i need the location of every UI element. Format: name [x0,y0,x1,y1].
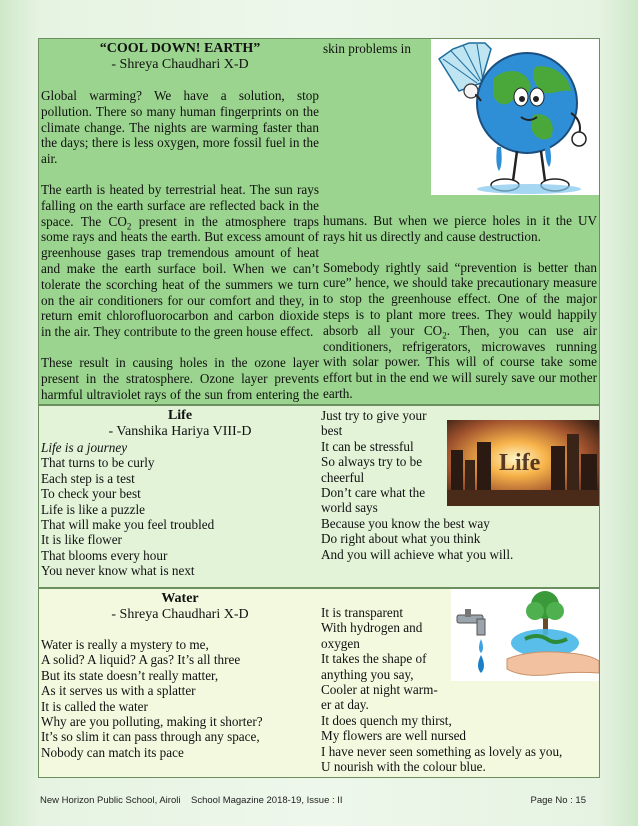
poem-line: Just try to give your [321,408,427,423]
poem-lines [41,440,319,579]
article-paragraph: The earth is heated by terrestrial heat. The sun rays falling on the earth surface are reflected back in the space. The $CO_2$ present in the atmosphere traps some rays and heats the earth. But excess amount of greenhouse gases trap tremendous amount of heat and make the earth surface boil. When we can’t tolerate the scorching heat of the summers we turn on the air conditioners for our comfort and they, in return emit chlorofluorocarbon and carbon dioxide in the air. They contribute to the green house effect. [41,181,319,340]
poem-line: A solid? A liquid? A gas? It’s all three [41,652,241,668]
article-paragraph: Global warming? We have a solution, stop pollution. There so many human fingerprints on the climate change. The nights are warming faster than the days; there is less oxygen, more fossil fuel in the air. [41,88,319,167]
poem-line: As it serves us with a splatter [41,683,196,699]
poem-line: It can be stressful [321,438,414,454]
poem-line: To check your best [41,486,141,502]
article-left-column [41,39,319,405]
poem-line: With hydrogen and [321,620,423,636]
poem-line: Don’t care what the [321,485,426,501]
article-title: “COOL DOWN! EARTH” [99,41,261,56]
poem-line: That will make you feel troubled [41,517,215,533]
poem-line: It is like flower [41,532,122,548]
poem-line: cheerful [321,469,365,485]
poem-line: Life is like a puzzle [41,501,145,517]
poem-line: It does quench my thirst, [321,712,452,728]
poem-line: So always try to be [321,454,423,470]
poem-line: It’s so slim it can pass through any space, [41,729,260,745]
poem-title: Life [167,408,193,423]
poem-life [38,405,600,588]
poem-left-column [41,408,319,579]
poem-line: That turns to be curly [41,455,155,471]
poem-line: Do right about what you think [321,531,481,547]
poem-line: Nobody can match its pace [41,744,184,760]
poem-line: It is called the water [41,698,148,714]
article-paragraph: Somebody rightly said “prevention is better than cure” hence, we should take precautionary measure to stop the greenhouse effect. One of the major steps is to plant more trees. They would happily absorb all your $CO_2$. Then, you can use air conditioners, refrigerators, microwaves running with solar power. This will of course take some effort but in the end we will surely save our mother earth. [323,259,597,401]
article-text-fragment: skin problems in [323,41,411,56]
poem-line: anything you say, [321,666,414,682]
poem-line: I have never seen something as lovely as you, [321,743,563,759]
poem-author: - Vanshika Hariya VIII-D [108,424,252,439]
poem-left-column [41,591,319,760]
article-paragraph: These result in causing holes in the ozone layer present in the stratosphere. Ozone layer prevents harmful ultraviolet rays of the sun from entering the [41,354,319,402]
poem-line: But its state doesn’t really matter, [41,667,219,683]
poem-line: Life is a journey [41,440,128,455]
melting-earth-icon [431,39,599,195]
poem-line: You never know what is next [41,563,195,579]
poem-line: That blooms every hour [41,547,168,563]
article-cool-down-earth [38,38,600,405]
poem-right-column [321,605,599,774]
poem-line: oxygen [321,635,360,651]
poem-right-column [321,408,599,562]
poem-line: Cooler at night warm- [321,682,438,698]
svg-text:Life: Life [499,450,541,476]
poem-lines [41,637,319,760]
poem-line: Each step is a test [41,470,135,486]
article-author: - Shreya Chaudhari X-D [111,57,249,72]
page-number: Page No : 15 [530,795,586,806]
poem-line: Because you know the best way [321,515,490,531]
poem-line: Why are you polluting, making it shorter? [41,714,263,730]
poem-line: It takes the shape of [321,651,427,667]
poem-water [38,588,600,778]
poem-line: My flowers are well nursed [321,728,467,744]
poem-author: - Shreya Chaudhari X-D [111,607,249,622]
poem-line: It is transparent [321,605,404,620]
poem-line: er at day. [321,697,369,713]
poem-line: And you will achieve what you will. [321,546,514,562]
poem-title: Water [161,591,199,606]
tap-water-earth-icon [451,589,600,681]
poem-line: Water is really a mystery to me, [41,637,209,652]
footer-school-info: New Horizon Public School, Airoli School Magazine 2018-19, Issue : II [40,795,343,806]
poem-line: U nourish with the colour blue. [321,759,486,775]
poem-line: world says [321,500,378,516]
article-paragraph: humans. But when we pierce holes in it the UV rays hit us directly and cause destruction. [323,213,597,244]
poem-line: best [321,423,343,439]
sunset-city-icon [447,420,600,506]
